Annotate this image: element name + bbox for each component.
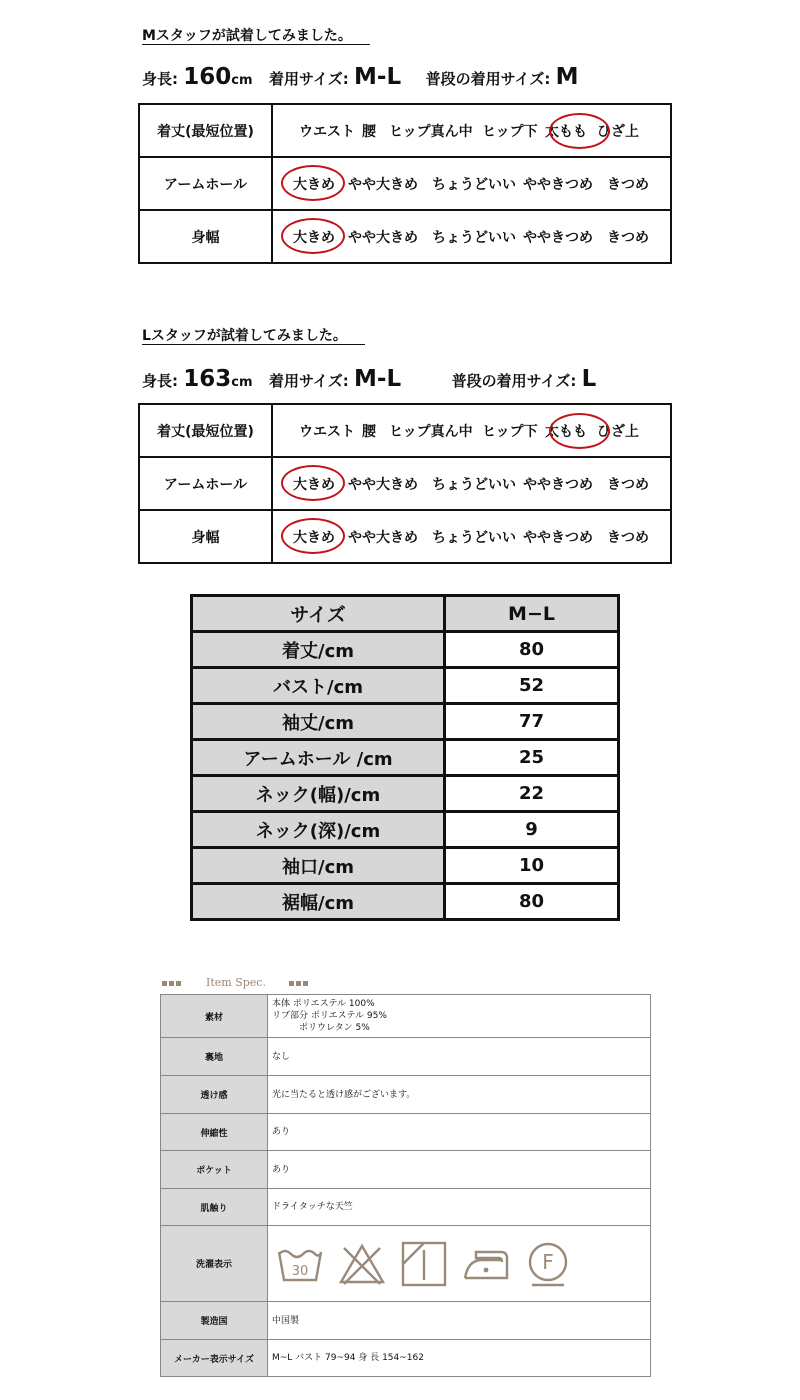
spec-row-care	[161, 1226, 651, 1302]
fit-label: 着丈(最短位置)	[139, 104, 272, 157]
spec-key: 製造国	[161, 1302, 268, 1340]
opt-tight: きつめ	[607, 229, 649, 246]
opt-just-right: ちょうどいい	[432, 476, 516, 493]
material-line: ポリウレタン 5%	[272, 1023, 370, 1033]
selection-ring	[281, 465, 345, 501]
fit-row-armhole	[139, 157, 671, 210]
opt-just-right: ちょうどいい	[432, 529, 516, 546]
size-value: M-L	[354, 366, 402, 392]
usual-size-label: 普段の着用サイズ:	[425, 70, 551, 88]
material-line: 本体 ポリエステル 100%	[272, 999, 375, 1009]
spec-key: 裏地	[161, 1038, 268, 1076]
spec-key: 伸縮性	[161, 1114, 268, 1151]
spec-value: 光に当たると透け感がございます。	[268, 1076, 651, 1114]
staff-m-info	[142, 64, 579, 90]
opt-above-knee: ひざ上	[597, 423, 639, 440]
size-value: 77	[445, 704, 619, 740]
size-key: 袖丈/cm	[192, 704, 445, 740]
selection-ring	[549, 413, 610, 449]
selection-ring	[549, 113, 610, 149]
opt-tight: きつめ	[607, 476, 649, 493]
opt-tight: きつめ	[607, 529, 649, 546]
fit-row-length	[139, 404, 671, 457]
size-row	[192, 740, 619, 776]
size-header-row	[192, 596, 619, 632]
fit-label: 身幅	[139, 510, 272, 563]
wash-temp: 30	[291, 1263, 309, 1279]
opt-hip-top: 腰	[362, 423, 376, 440]
size-value: 22	[445, 776, 619, 812]
opt-large: 大きめ	[293, 229, 335, 246]
fit-row-width	[139, 210, 671, 263]
opt-above-knee: ひざ上	[597, 123, 639, 140]
size-value: 25	[445, 740, 619, 776]
spec-row-stretch	[161, 1114, 651, 1151]
spec-value: あり	[268, 1151, 651, 1189]
opt-hip-top: 腰	[362, 123, 376, 140]
staff-m-title: Mスタッフが試着してみました。	[142, 29, 370, 45]
spec-value: あり	[268, 1114, 651, 1151]
spec-value: なし	[268, 1038, 651, 1076]
spec-value	[268, 995, 651, 1038]
size-header-value: M−L	[445, 596, 619, 632]
opt-just-right: ちょうどいい	[432, 176, 516, 193]
size-key: 着丈/cm	[192, 632, 445, 668]
opt-waist: ウエスト	[299, 123, 355, 140]
size-key: アームホール /cm	[192, 740, 445, 776]
selection-ring	[281, 218, 345, 254]
item-spec-table	[160, 994, 651, 1377]
size-row	[192, 848, 619, 884]
opt-hip-mid: ヒップ真ん中	[389, 123, 473, 140]
size-value: 80	[445, 632, 619, 668]
size-row	[192, 704, 619, 740]
size-table	[190, 594, 620, 921]
opt-slightly-tight: ややきつめ	[523, 476, 593, 493]
opt-hip-under: ヒップ下	[482, 123, 538, 140]
dry-clean-letter: F	[542, 1249, 554, 1274]
spec-key: 透け感	[161, 1076, 268, 1114]
usual-size-value: M	[555, 64, 579, 90]
size-key: 袖口/cm	[192, 848, 445, 884]
spec-row-lining	[161, 1038, 651, 1076]
opt-thigh: 太もも	[545, 423, 587, 440]
staff-l-title: Lスタッフが試着してみました。	[142, 329, 365, 345]
selection-ring	[281, 165, 345, 201]
spec-value: 中国製	[268, 1302, 651, 1340]
opt-slightly-large: やや大きめ	[348, 529, 418, 546]
opt-large: 大きめ	[293, 176, 335, 193]
opt-slightly-large: やや大きめ	[348, 476, 418, 493]
size-row	[192, 776, 619, 812]
spec-row-maker-size	[161, 1340, 651, 1377]
spec-row-sheer	[161, 1076, 651, 1114]
size-value: 10	[445, 848, 619, 884]
opt-waist: ウエスト	[299, 423, 355, 440]
spec-key: 素材	[161, 995, 268, 1038]
size-key: ネック(幅)/cm	[192, 776, 445, 812]
size-row	[192, 884, 619, 920]
size-key: ネック(深)/cm	[192, 812, 445, 848]
spec-value: ドライタッチな天竺	[268, 1189, 651, 1226]
opt-slightly-tight: ややきつめ	[523, 176, 593, 193]
size-value: M-L	[354, 64, 402, 90]
size-row	[192, 668, 619, 704]
fit-label: アームホール	[139, 457, 272, 510]
staff-l-fit-table	[138, 403, 672, 564]
opt-tight: きつめ	[607, 176, 649, 193]
spec-key: メーカー表示サイズ	[161, 1340, 268, 1377]
fit-row-length	[139, 104, 671, 157]
material-line: リブ部分 ポリエステル 95%	[272, 1011, 387, 1021]
opt-large: 大きめ	[293, 476, 335, 493]
size-row	[192, 812, 619, 848]
size-label: 着用サイズ:	[268, 70, 349, 88]
spec-value	[268, 1226, 651, 1302]
iron-low-icon	[462, 1244, 510, 1284]
dry-clean-f-icon	[524, 1240, 572, 1288]
size-value: 52	[445, 668, 619, 704]
spec-key: 洗濯表示	[161, 1226, 268, 1302]
fit-label: 身幅	[139, 210, 272, 263]
item-spec-title: Item Spec.	[206, 976, 266, 989]
opt-slightly-tight: ややきつめ	[523, 229, 593, 246]
opt-hip-under: ヒップ下	[482, 423, 538, 440]
care-icons	[272, 1240, 646, 1288]
height-label: 身長:	[142, 70, 178, 88]
spec-row-material	[161, 995, 651, 1038]
spec-key: ポケット	[161, 1151, 268, 1189]
size-header-key: サイズ	[192, 596, 445, 632]
spec-row-texture	[161, 1189, 651, 1226]
staff-m-fit-table	[138, 103, 672, 264]
height-unit: cm	[231, 375, 253, 390]
usual-size-value: L	[581, 366, 597, 392]
size-key: 裾幅/cm	[192, 884, 445, 920]
selection-ring	[281, 518, 345, 554]
spec-value: M~L バスト 79~94 身 長 154~162	[268, 1340, 651, 1377]
opt-thigh: 太もも	[545, 123, 587, 140]
no-bleach-icon	[338, 1242, 386, 1286]
size-label: 着用サイズ:	[268, 372, 349, 390]
opt-slightly-tight: ややきつめ	[523, 529, 593, 546]
height-value: 163	[183, 366, 232, 392]
usual-size-label: 普段の着用サイズ:	[451, 372, 577, 390]
size-value: 80	[445, 884, 619, 920]
size-key: バスト/cm	[192, 668, 445, 704]
size-row	[192, 632, 619, 668]
opt-slightly-large: やや大きめ	[348, 229, 418, 246]
fit-label: アームホール	[139, 157, 272, 210]
spec-key: 肌触り	[161, 1189, 268, 1226]
fit-row-armhole	[139, 457, 671, 510]
opt-slightly-large: やや大きめ	[348, 176, 418, 193]
height-unit: cm	[231, 73, 253, 88]
fit-row-width	[139, 510, 671, 563]
opt-hip-mid: ヒップ真ん中	[389, 423, 473, 440]
fit-label: 着丈(最短位置)	[139, 404, 272, 457]
opt-just-right: ちょうどいい	[432, 229, 516, 246]
item-spec-heading	[162, 976, 310, 989]
height-value: 160	[183, 64, 232, 90]
opt-large: 大きめ	[293, 529, 335, 546]
height-label: 身長:	[142, 372, 178, 390]
staff-l-info	[142, 366, 596, 392]
line-dry-icon	[400, 1240, 448, 1288]
size-value: 9	[445, 812, 619, 848]
wash-30-icon	[276, 1242, 324, 1286]
spec-row-origin	[161, 1302, 651, 1340]
spec-row-pocket	[161, 1151, 651, 1189]
